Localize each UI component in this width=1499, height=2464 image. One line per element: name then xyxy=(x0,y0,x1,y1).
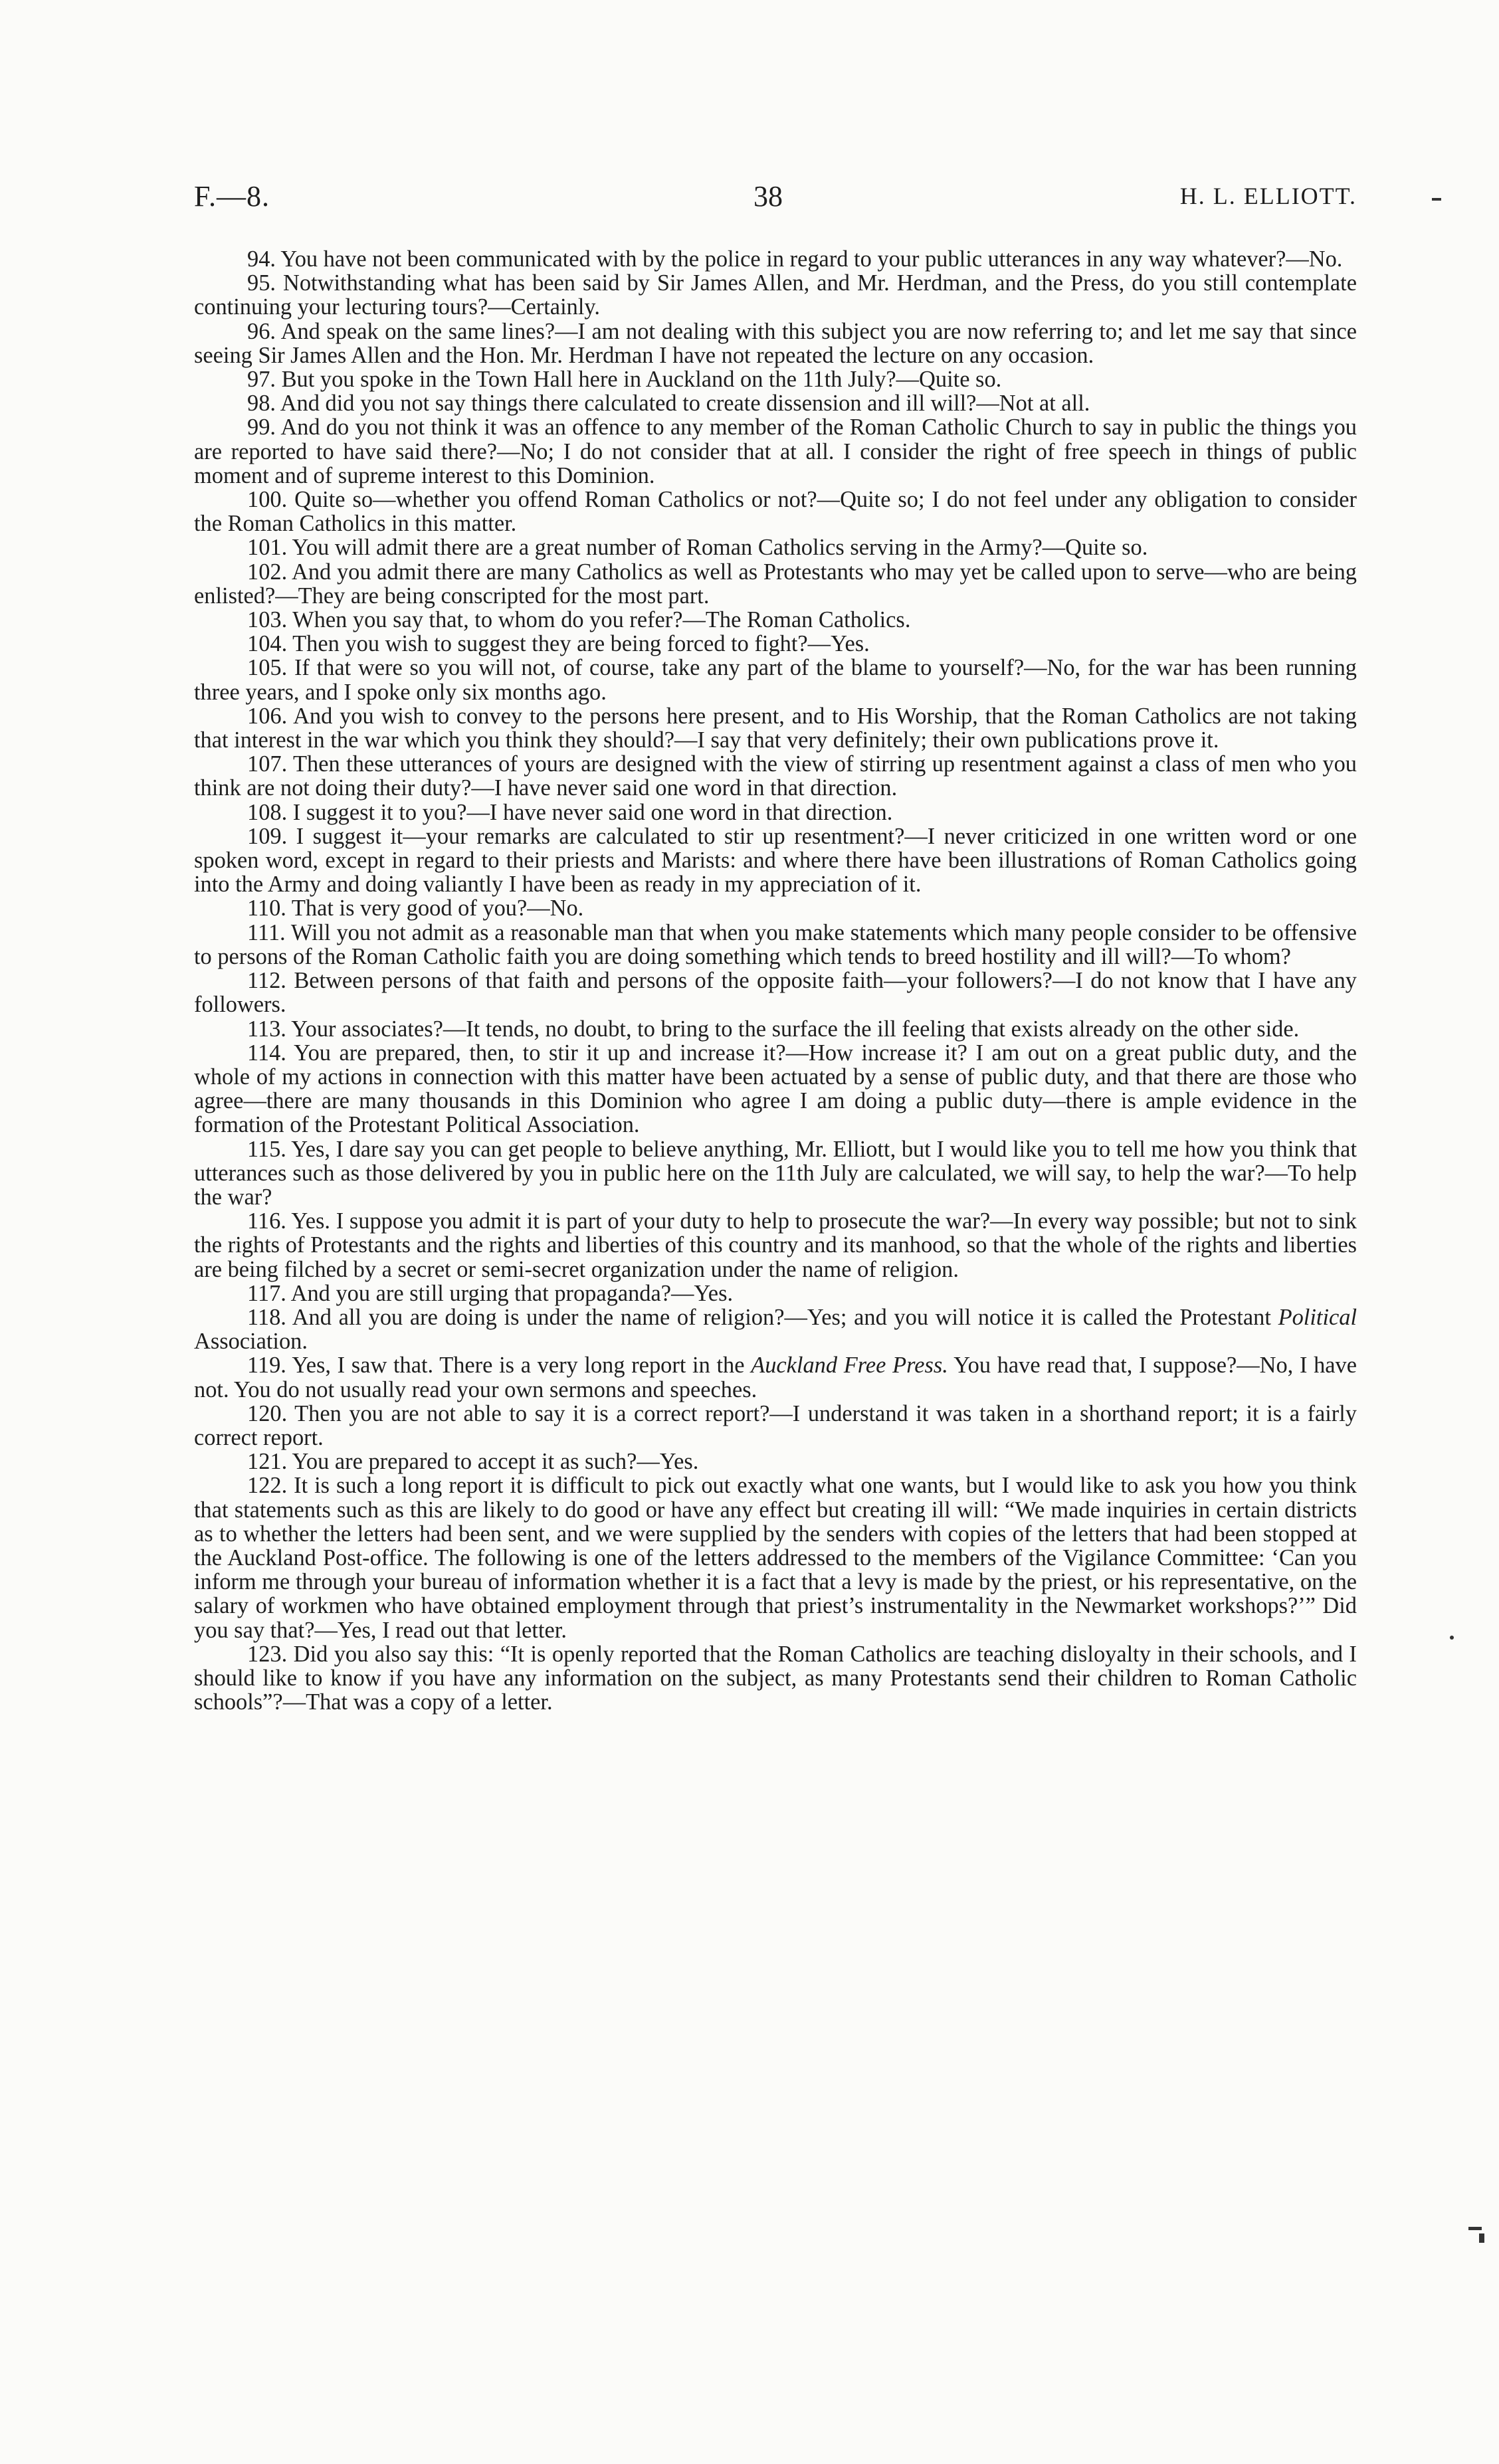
paragraph-text: Quite so—whether you offend Roman Catholics or not?—Quite so; I do not feel under any obligation to consider the Roman Catholics in this matter. xyxy=(194,487,1357,537)
paragraph-text: And all you are doing is under the name of religion?—Yes; and you will notice it is called the Protestant xyxy=(292,1304,1278,1330)
paragraph-text: And did you not say things there calculated to create dissension and ill will?—Not at all. xyxy=(280,391,1090,417)
question-number: 109. xyxy=(247,823,288,849)
paragraph-115 xyxy=(194,1137,1357,1210)
paragraph-97 xyxy=(194,367,1357,391)
scan-mark xyxy=(1479,2233,1484,2243)
question-number: 98. xyxy=(247,391,276,417)
question-number: 119. xyxy=(247,1353,286,1378)
paragraph-108 xyxy=(194,801,1357,824)
paragraph-118 xyxy=(194,1305,1357,1353)
question-number: 122. xyxy=(247,1473,288,1499)
question-number: 99. xyxy=(247,415,276,440)
paragraph-text: When you say that, to whom do you refer?—The Roman Catholics. xyxy=(292,607,911,633)
paragraph-text: Notwithstanding what has been said by Sir James Allen, and Mr. Herdman, and the Press, do you still contemplate continuing your lecturing tours?—Certainly. xyxy=(194,270,1357,320)
paragraph-text: Did you also say this: “It is openly reported that the Roman Catholics are teaching disloyalty in their schools, and I should like to know if you have any information on the subject, as many Protestants send their children to Roman Catholic schools”?—That was a copy of a letter. xyxy=(194,1641,1357,1715)
question-number: 110. xyxy=(247,896,286,921)
paragraph-text: It is such a long report it is difficult to pick out exactly what one wants, but I would like to ask you how you think that statements such as this are likely to do good or have any effect but creating ill will: “We made inquiries in certain districts as to whether the letters had been sent, and we were supplied by the senders with copies of the letters that had been stopped at the Auckland Post-office. The following is one of the letters addressed to the members of the Vigilance Committee: ‘Can you inform me through your bureau of information whether it is a fact that a levy is made by the priest, or his representative, on the salary of workmen who have obtained employment through that priest’s instrumentality in the Newmarket workshops?’” Did you say that?—Yes, I read out that letter. xyxy=(194,1473,1357,1643)
paragraph-text: And speak on the same lines?—I am not dealing with this subject you are now referring to; and let me say that since seeing Sir James Allen and the Hon. Mr. Herdman I have not repeated the lecture on any occasion. xyxy=(194,318,1357,368)
paragraph-110 xyxy=(194,896,1357,920)
paragraph-text: Yes. I suppose you admit it is part of your duty to help to prosecute the war?—In every way possible; but not to sink the rights of Protestants and the rights and liberties of this country and its manhood, so that the whole of the rights and liberties are being filched by a secret or semi-secret organization under the name of religion. xyxy=(194,1208,1357,1282)
question-number: 120. xyxy=(247,1400,288,1426)
paragraph-99 xyxy=(194,415,1357,488)
question-number: 106. xyxy=(247,703,288,729)
paragraph-text-end: Association. xyxy=(194,1329,308,1355)
question-number: 104. xyxy=(247,631,288,657)
paragraph-98 xyxy=(194,391,1357,415)
question-number: 111. xyxy=(247,919,286,945)
page-number: 38 xyxy=(753,180,783,213)
paragraph-text: I suggest it to you?—I have never said one word in that direction. xyxy=(292,799,893,825)
paragraph-105 xyxy=(194,656,1357,704)
paragraph-113 xyxy=(194,1017,1357,1041)
paragraph-94 xyxy=(194,247,1357,271)
question-number: 102. xyxy=(247,559,288,585)
paragraph-122 xyxy=(194,1473,1357,1642)
paragraph-123 xyxy=(194,1642,1357,1715)
question-number: 105. xyxy=(247,655,288,681)
paragraph-119 xyxy=(194,1353,1357,1401)
question-number: 100. xyxy=(247,487,288,513)
paragraph-text: If that were so you will not, of course, take any part of the blame to yourself?—No, for the war has been running three years, and I spoke only six months ago. xyxy=(194,655,1357,705)
question-number: 108. xyxy=(247,799,288,825)
question-number: 123. xyxy=(247,1641,288,1667)
paragraph-text-end: You have read that, I suppose?—No, I have not. You do not usually read your own sermons and speeches. xyxy=(194,1353,1357,1402)
question-number: 115. xyxy=(247,1136,286,1162)
question-number: 94. xyxy=(247,246,276,272)
paragraph-121 xyxy=(194,1450,1357,1473)
paragraph-106 xyxy=(194,704,1357,752)
paragraph-text: Between persons of that faith and persons of the opposite faith—your followers?—I do not know that I have any followers. xyxy=(194,968,1357,1018)
question-number: 107. xyxy=(247,751,288,777)
testimony-body xyxy=(194,247,1357,1714)
paragraph-102 xyxy=(194,560,1357,608)
paragraph-120 xyxy=(194,1402,1357,1450)
paragraph-text: Then these utterances of yours are designed with the view of stirring up resentment against a class of men who you think are not doing their duty?—I have never said one word in that direction. xyxy=(194,751,1357,801)
paragraph-text: You will admit there are a great number of Roman Catholics serving in the Army?—Quite so. xyxy=(292,535,1148,561)
paragraph-116 xyxy=(194,1209,1357,1281)
paragraph-104 xyxy=(194,632,1357,656)
paragraph-text: And you are still urging that propaganda?—Yes. xyxy=(290,1280,734,1306)
paragraph-text: Then you are not able to say it is a correct report?—I understand it was taken in a shorthand report; it is a fairly correct report. xyxy=(194,1400,1357,1450)
question-number: 113. xyxy=(247,1016,286,1042)
paragraph-text: But you spoke in the Town Hall here in Auckland on the 11th July?—Quite so. xyxy=(281,367,1002,393)
paragraph-text: Your associates?—It tends, no doubt, to bring to the surface the ill feeling that exists already on the other side. xyxy=(291,1016,1300,1042)
paragraph-text: You have not been communicated with by the police in regard to your public utterances in any way whatever?—No. xyxy=(280,246,1343,272)
italic-text: Political xyxy=(1278,1304,1357,1330)
question-number: 118. xyxy=(247,1304,286,1330)
question-number: 95. xyxy=(247,270,276,296)
witness-name: H. L. ELLIOTT. xyxy=(1179,183,1357,209)
question-number: 97. xyxy=(247,367,276,393)
question-number: 114. xyxy=(247,1040,286,1066)
scan-mark xyxy=(1432,198,1441,201)
paragraph-text: I suggest it—your remarks are calculated to stir up resentment?—I never criticized in one written word or one spoken word, except in regard to their priests and Marists: and where there have been illustrations of Roman Catholics going into the Army and doing valiantly I have been as ready in my appreciation of it. xyxy=(194,823,1357,898)
publication-title: Auckland Free Press. xyxy=(751,1353,948,1378)
paragraph-text: You are prepared to accept it as such?—Yes. xyxy=(292,1449,699,1475)
scan-mark xyxy=(1468,2227,1482,2230)
question-number: 103. xyxy=(247,607,288,633)
paragraph-112 xyxy=(194,969,1357,1016)
scan-mark xyxy=(1450,1636,1454,1640)
paragraph-text: Will you not admit as a reasonable man that when you make statements which many people consider to be offensive to persons of the Roman Catholic faith you are doing something which tends to breed hostility and ill will?—To whom? xyxy=(194,919,1357,969)
paragraph-text: You are prepared, then, to stir it up and increase it?—How increase it? I am out on a great public duty, and the whole of my actions in connection with this matter have been actuated by a sense of public duty, and that there are those who agree—there are many thousands in this Dominion who agree I am doing a public duty—there is ample evidence in the formation of the Protestant Political Association. xyxy=(194,1040,1357,1138)
paragraph-114 xyxy=(194,1041,1357,1137)
paragraph-107 xyxy=(194,752,1357,800)
paragraph-text: And you wish to convey to the persons here present, and to His Worship, that the Roman Catholics are not taking that interest in the war which you think they should?—I say that very definitely; their own publications prove it. xyxy=(194,703,1357,753)
paragraph-text: That is very good of you?—No. xyxy=(291,896,584,921)
paragraph-103 xyxy=(194,608,1357,632)
question-number: 101. xyxy=(247,535,288,561)
paragraph-text: Yes, I saw that. There is a very long report in the xyxy=(292,1353,751,1378)
paragraph-95 xyxy=(194,271,1357,319)
question-number: 112. xyxy=(247,968,286,994)
question-number: 121. xyxy=(247,1449,288,1475)
paragraph-text: Yes, I dare say you can get people to believe anything, Mr. Elliott, but I would like you to tell me how you think that utterances such as those delivered by you in public here on the 11th July are calculated, we will say, to help the war?—To help the war? xyxy=(194,1136,1357,1210)
question-number: 96. xyxy=(247,318,276,344)
paragraph-109 xyxy=(194,824,1357,897)
paragraph-100 xyxy=(194,488,1357,535)
paragraph-101 xyxy=(194,535,1357,559)
page-header xyxy=(194,179,1357,219)
question-number: 116. xyxy=(247,1208,286,1234)
paragraph-text: And you admit there are many Catholics as well as Protestants who may yet be called upon to serve—who are being enlisted?—They are being conscripted for the most part. xyxy=(194,559,1357,609)
paragraph-111 xyxy=(194,921,1357,969)
paragraph-96 xyxy=(194,320,1357,367)
document-reference: F.—8. xyxy=(194,180,270,213)
paragraph-117 xyxy=(194,1281,1357,1305)
question-number: 117. xyxy=(247,1280,286,1306)
paragraph-text: And do you not think it was an offence to any member of the Roman Catholic Church to say in public the things you are reported to have said there?—No; I do not consider that at all. I consider the right of free speech in things of public moment and of supreme interest to this Dominion. xyxy=(194,415,1357,488)
paragraph-text: Then you wish to suggest they are being forced to fight?—Yes. xyxy=(292,631,870,657)
